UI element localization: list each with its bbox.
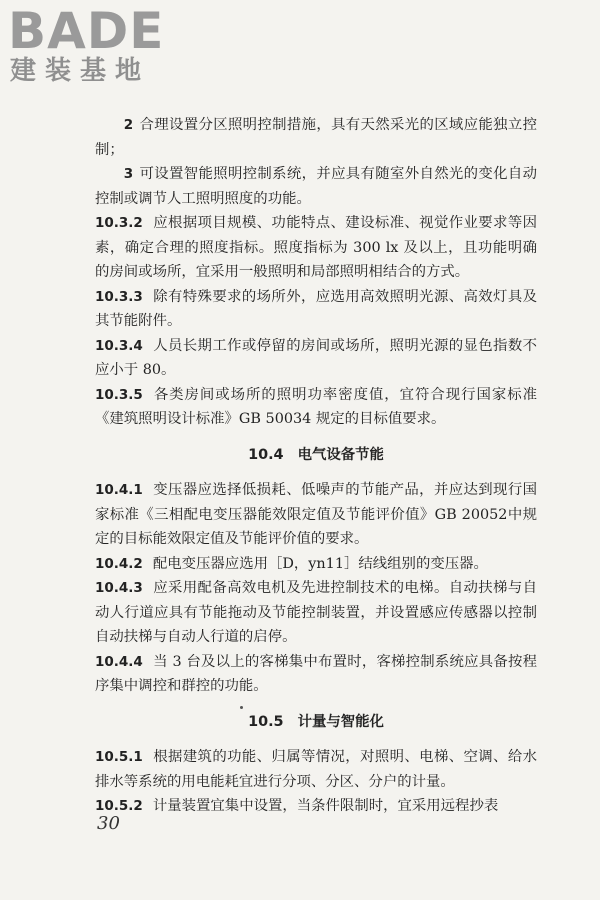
- clause-number: 10.5.2: [95, 798, 143, 814]
- section-title-text: 计量与智能化: [297, 713, 384, 730]
- section-title-text: 电气设备节能: [297, 446, 384, 463]
- clause-text: 除有特殊要求的场所外，应选用高效照明光源、高效灯具及其节能附件。: [95, 288, 537, 329]
- clause-number: 10.4.4: [95, 653, 143, 670]
- item-number: 3: [123, 166, 134, 182]
- clause-10-3-4: [95, 334, 537, 383]
- stray-dot-mark: [240, 706, 243, 709]
- bade-watermark-logo: [8, 2, 178, 88]
- clause-10-4-2: [95, 552, 537, 577]
- clause-number: 10.4.3: [95, 580, 143, 596]
- clause-number: 10.5.1: [95, 749, 143, 765]
- item-number: 2: [123, 117, 134, 133]
- clause-text: 各类房间或场所的照明功率密度值，宜符合现行国家标准《建筑照明设计标准》GB 50034 规定的目标值要求。: [95, 386, 537, 427]
- document-body: [95, 113, 537, 819]
- page-number: 30: [97, 813, 120, 834]
- paragraph-item-2: [95, 113, 537, 162]
- clause-number: 10.4.1: [95, 482, 143, 498]
- clause-10-5-1: [95, 745, 537, 794]
- clause-number: 10.4.2: [95, 555, 143, 572]
- clause-10-5-2: [95, 794, 537, 819]
- clause-10-4-1: [95, 478, 537, 552]
- section-heading-10-4: [95, 443, 537, 468]
- clause-text: 应采用配备高效电机及先进控制技术的电梯。自动扶梯与自动人行道应具有节能拖动及节能控制装置，并设置感应传感器以控制自动扶梯与自动人行道的启停。: [95, 580, 537, 645]
- section-number: 10.5: [248, 713, 284, 730]
- clause-number: 10.3.3: [95, 288, 143, 305]
- clause-text: 应根据项目规模、功能特点、建设标准、视觉作业要求等因素，确定合理的照度指标。照度指标为 300 lx 及以上，且功能明确的房间或场所，宜采用一般照明和局部照明相结合的方式。: [95, 215, 537, 280]
- clause-text: 变压器应选择低损耗、低噪声的节能产品，并应达到现行国家标准《三相配电变压器能效限定值及节能评价值》GB 20052中规定的目标能效限定值及节能评价值的要求。: [95, 482, 537, 547]
- clause-text: 计量装置宜集中设置，当条件限制时，宜采用远程抄表: [152, 798, 499, 814]
- section-number: 10.4: [248, 446, 284, 463]
- watermark-latin-text: BADE: [8, 2, 165, 60]
- clause-10-3-5: [95, 383, 537, 432]
- clause-text: 根据建筑的功能、归属等情况，对照明、电梯、空调、给水排水等系统的用电能耗宜进行分项、分区、分户的计量。: [95, 749, 537, 790]
- clause-number: 10.3.5: [95, 386, 143, 403]
- clause-text: 当 3 台及以上的客梯集中布置时，客梯控制系统应具备按程序集中调控和群控的功能。: [95, 653, 537, 694]
- paragraph-text: 可设置智能照明控制系统，并应具有随室外自然光的变化自动控制或调节人工照明照度的功能。: [95, 166, 537, 207]
- clause-text: 配电变压器应选用［D，yn11］结线组别的变压器。: [152, 555, 488, 572]
- clause-10-3-2: [95, 211, 537, 285]
- clause-number: 10.3.4: [95, 337, 143, 354]
- watermark-chinese-text: 建装基地: [10, 56, 151, 86]
- section-heading-10-5: [95, 710, 537, 735]
- clause-10-3-3: [95, 285, 537, 334]
- clause-number: 10.3.2: [95, 215, 143, 231]
- clause-10-4-3: [95, 576, 537, 650]
- clause-10-4-4: [95, 650, 537, 699]
- paragraph-item-3: [95, 162, 537, 211]
- clause-text: 人员长期工作或停留的房间或场所，照明光源的显色指数不应小于 80。: [95, 337, 537, 378]
- paragraph-text: 合理设置分区照明控制措施，具有天然采光的区域应能独立控制；: [95, 117, 537, 158]
